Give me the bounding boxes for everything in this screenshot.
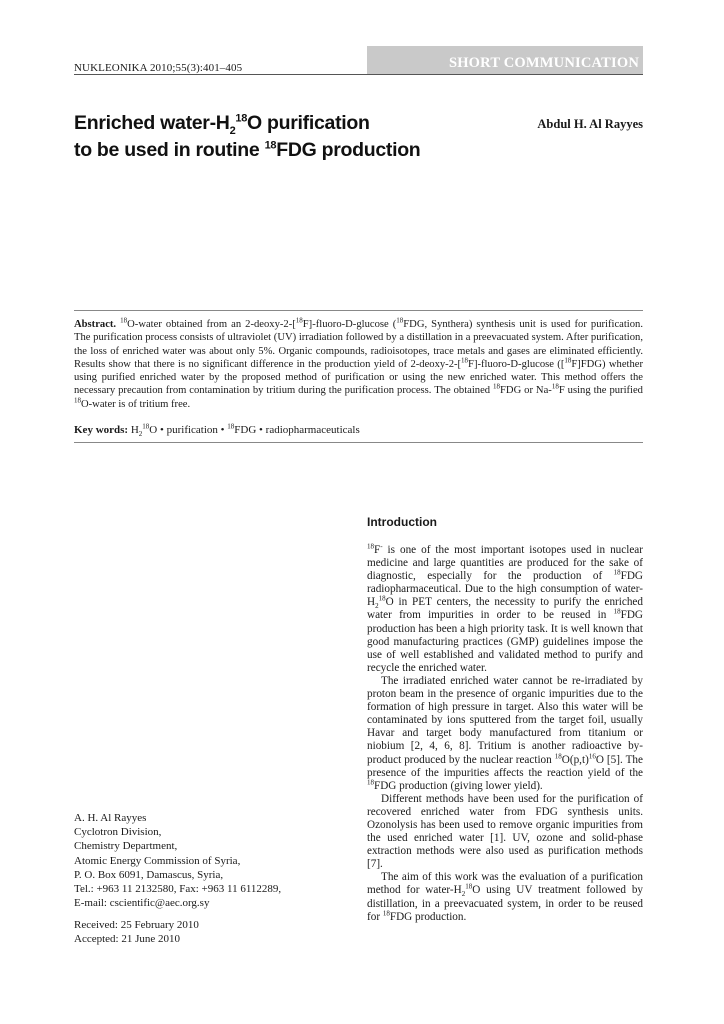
author-name: Abdul H. Al Rayyes [537,117,643,131]
abstract-text: F]FDG) whether using purified enriched water by the proposed method of purification or using the new enriched water. This method offers the necessary precaution from contamination by tritium during the purification process. The obtained [74,358,643,397]
superscript: - [380,542,383,551]
abstract-superscript: 18 [74,396,81,405]
paragraph-text: is one of the most important isotopes used in nuclear medicine and large quantities are produced for the sake of diagnostic, especially for the production of [367,544,643,583]
superscript: 18 [378,594,386,603]
abstract-top-rule [74,310,643,311]
keyword-separator: • [256,424,266,436]
paragraph [367,675,643,793]
section-heading-introduction: Introduction [367,515,437,529]
keyword: O [149,424,158,436]
journal-citation: NUKLEONIKA 2010;55(3):401–405 [74,62,243,74]
affiliation-line: Tel.: +963 11 2132580, Fax: +963 11 6112289, [74,883,282,896]
superscript: 18 [465,882,473,891]
article-dates [74,918,334,946]
paragraph [367,871,643,923]
abstract-superscript: 18 [564,356,572,365]
paragraph-text: FDG production. [389,910,467,923]
keyword: H [130,424,139,436]
introduction-body [367,544,643,924]
abstract-bottom-rule [74,442,643,443]
paragraph: Different methods have been used for the purification of recovered enriched water from FDG synthesis units. Ozonolysis has been used to remove organic impurities from the used enriched water [1]. UV, ozone and solid-phase extraction methods were also used as purification methods [7]. [367,792,643,871]
title-subscript: 2 [229,124,236,137]
subscript: 2 [461,890,466,899]
superscript: 18 [367,777,374,786]
accepted-date: Accepted: 21 June 2010 [74,933,180,946]
abstract-text: O-water is of tritium free. [81,398,191,410]
title-text: Enriched water-H [74,112,230,134]
paragraph-text: FDG radiopharmaceutical. Due to the high consumption of water-H [367,570,643,609]
keywords-label: Key words: [74,424,129,436]
abstract-superscript: 18 [295,316,303,325]
title-text: O purification [247,112,370,134]
title-text: to be used in routine [74,139,265,161]
title-text: FDG production [276,139,421,161]
abstract-superscript: 18 [551,382,559,391]
superscript: 18 [367,542,374,551]
title-superscript: 18 [235,112,248,125]
abstract-text: O-water obtained from an 2-deoxy-2-[ [127,319,296,330]
keyword: purification [166,424,218,436]
affiliation-line: Cyclotron Division, [74,826,162,839]
keyword-separator: • [217,424,228,436]
affiliation-line: P. O. Box 6091, Damascus, Syria, [74,868,224,881]
paragraph-text: F [374,544,381,556]
paragraph-text: The irradiated enriched water cannot be re-irradiated by proton beam in the presence of organic impurities due to the formation of high pressure in target. Also this water will be contaminated by ions sputtered from the target foil, usually Havar and target body manufactured from titanium or niobium [2, 4, 6, 8]. Tritium is another radioactive by-product produced by the nuclear reaction [367,674,643,766]
paragraph-text: O in PET centers, the necessity to purify the enriched water from impurities in order to be reused in [367,596,643,622]
header-rule [74,74,643,75]
abstract-text: FDG, Synthera) synthesis unit is used for purification. The purification process consists of ultraviolet (UV) irradiation followed by a distillation in a preevacuated system. After purification, the loss of enriched water was about only 5%. Organic compounds, radioisotopes, trace metals and gases are eliminated efficiently. Results show that there is no significant difference in the production yield of 2-deoxy-2-[ [74,319,643,370]
received-date: Received: 25 February 2010 [74,919,199,931]
section-label: SHORT COMMUNICATION [448,55,639,71]
paper-title [74,110,474,164]
paragraph-text: O using UV treatment followed by distillation, in a preevacuated system, in order to be reused for [367,884,644,923]
title-superscript: 18 [264,139,277,152]
superscript: 18 [613,568,621,577]
superscript: 18 [613,607,621,616]
affiliation-line: A. H. Al Rayyes [74,812,147,824]
superscript: 18 [554,751,562,760]
paragraph [367,544,643,675]
abstract-superscript: 18 [120,316,128,325]
keyword-superscript: 18 [142,422,150,431]
paragraph-text: O(p,t) [561,753,589,766]
keyword-subscript: 2 [138,430,143,439]
abstract-superscript: 18 [461,356,469,365]
affiliation-email: E-mail: cscientific@aec.org.sy [74,897,210,910]
abstract-superscript: 18 [396,316,404,325]
abstract-text: F]-fluoro-D-glucose ([ [468,358,565,370]
subscript: 2 [375,602,379,611]
paragraph-text: O [5]. The presence of the impurities affects the reaction yield of the [367,753,643,779]
abstract-text: FDG or Na- [500,385,552,397]
paragraph-text: The aim of this work was the evaluation of a purification method for water-H [367,871,643,897]
paragraph-text: FDG production has been a high priority task. It is well known that good manufacturing practices (GMP) guidelines impose the use of well established and validated method to purify and recycle the enriched water. [367,609,643,674]
superscript: 16 [588,751,596,760]
author-affiliation [74,811,334,910]
keyword-separator: • [157,424,167,436]
affiliation-line: Chemistry Department, [74,840,178,853]
abstract [74,318,643,411]
keywords [74,422,643,439]
abstract-text: F]-fluoro-D-glucose ( [302,319,397,330]
keyword: FDG [234,424,257,436]
keyword: radiopharmaceuticals [265,424,360,436]
abstract-superscript: 18 [493,382,501,391]
affiliation-line: Atomic Energy Commission of Syria, [74,854,241,867]
abstract-label: Abstract. [74,319,117,330]
abstract-text: F using the purified [558,385,643,397]
superscript: 18 [382,908,390,917]
keyword-superscript: 18 [227,422,235,431]
paragraph-text: FDG production (giving lower yield). [374,779,543,792]
section-banner [367,46,643,74]
